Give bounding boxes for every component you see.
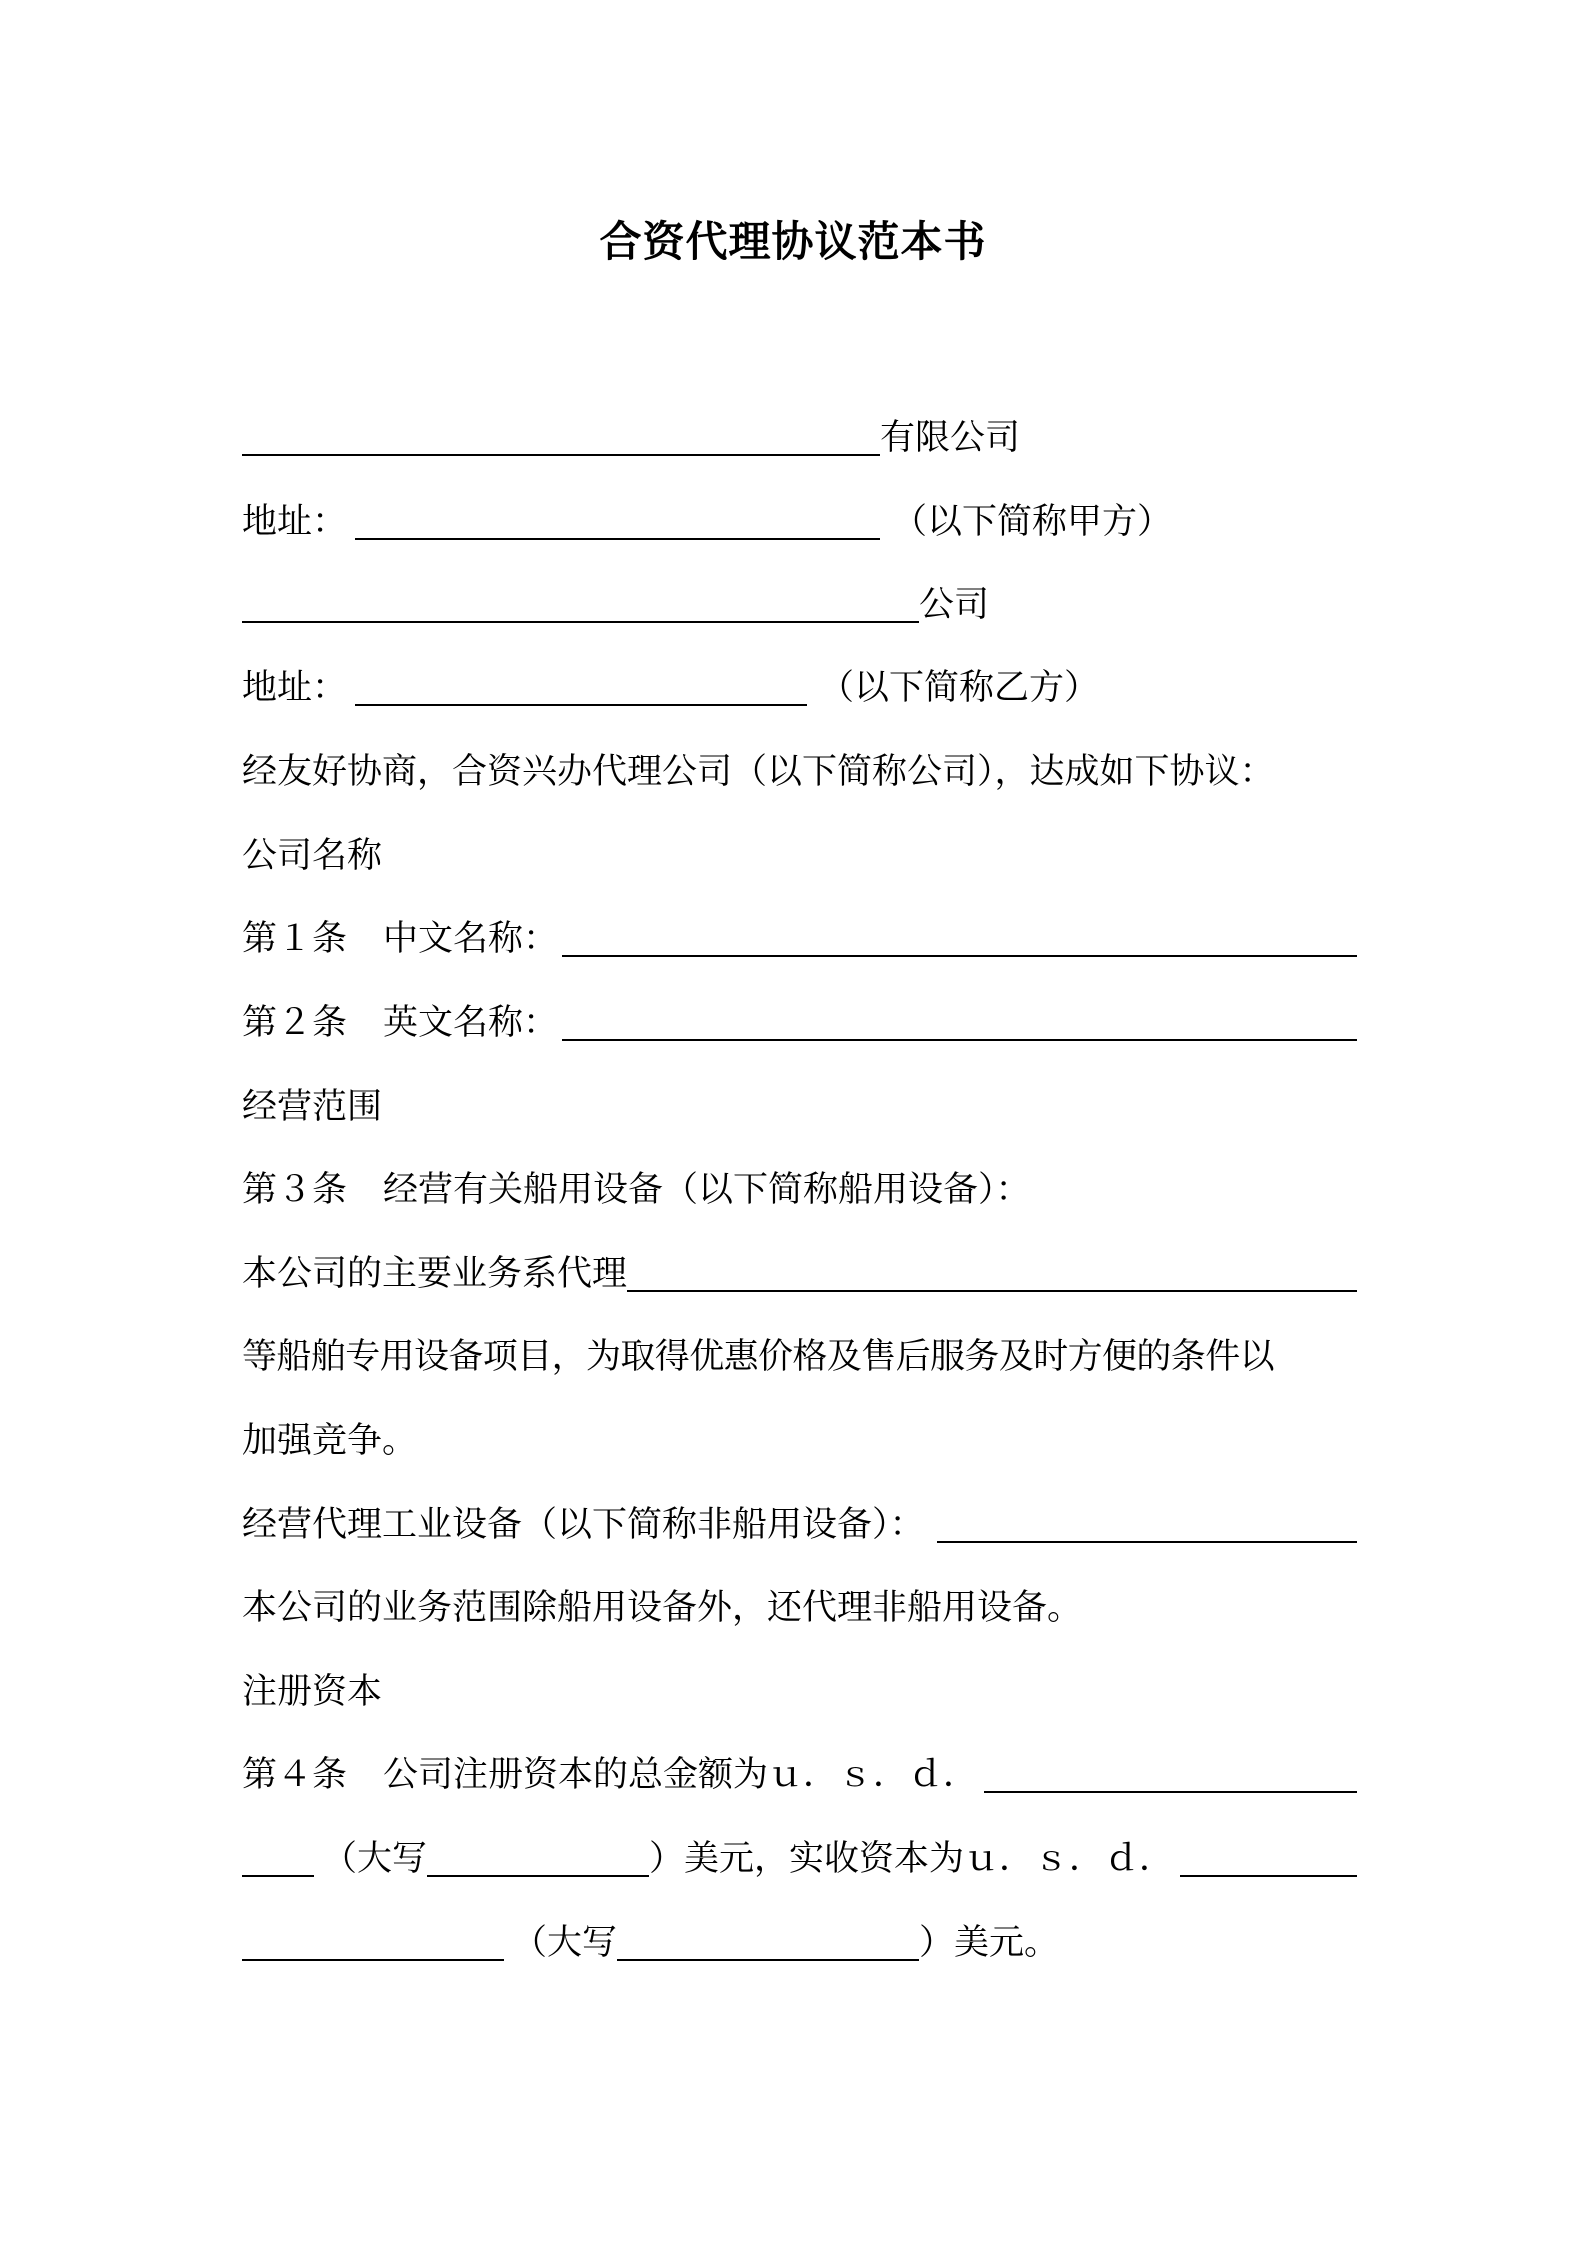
non-marine-scope-text: 本公司的业务范围除船用设备外，还代理非船用设备。 xyxy=(242,1588,1083,1628)
article-1 xyxy=(242,909,1357,969)
scope-line-1 xyxy=(242,1244,1357,1304)
party-b-alias: （以下简称乙方） xyxy=(819,668,1100,708)
total-capital-blank-cont[interactable] xyxy=(242,1875,314,1877)
total-capital-blank[interactable] xyxy=(984,1791,1357,1793)
article-1-label: 第１条 xyxy=(242,919,348,959)
party-b-name-line xyxy=(242,575,1357,635)
article-4-line-3 xyxy=(242,1913,1357,1973)
section-company-name xyxy=(242,826,1357,886)
words-open-2: （大写 xyxy=(512,1923,618,1963)
preamble xyxy=(242,742,1357,802)
paid-capital-blank[interactable] xyxy=(1180,1875,1357,1877)
section-capital xyxy=(242,1662,1357,1722)
article-2 xyxy=(242,993,1357,1053)
total-capital-words-blank[interactable] xyxy=(427,1875,649,1877)
party-b-address-blank[interactable] xyxy=(355,704,807,706)
party-a-address-blank[interactable] xyxy=(355,538,880,540)
article-3-label: 第３条 xyxy=(242,1170,348,1210)
party-a-address-line xyxy=(242,492,1357,552)
scope-line-1-text: 本公司的主要业务系代理 xyxy=(242,1254,628,1294)
scope-line-2 xyxy=(242,1327,1357,1387)
article-4-text: 公司注册资本的总金额为ｕ．ｓ．ｄ． xyxy=(383,1755,979,1795)
party-b-address-line xyxy=(242,658,1357,718)
party-a-name-blank[interactable] xyxy=(242,454,880,456)
non-marine-scope xyxy=(242,1578,1357,1638)
party-a-address-label: 地址： xyxy=(242,502,348,542)
section-company-name-text: 公司名称 xyxy=(242,836,383,876)
non-marine-blank[interactable] xyxy=(937,1541,1357,1543)
article-2-text: 英文名称： xyxy=(383,1003,559,1043)
article-1-text: 中文名称： xyxy=(383,919,559,959)
scope-line-3-text: 加强竞争。 xyxy=(242,1421,418,1461)
section-business-scope xyxy=(242,1077,1357,1137)
preamble-text: 经友好协商，合资兴办代理公司（以下简称公司），达成如下协议： xyxy=(242,752,1275,792)
non-marine-line xyxy=(242,1495,1357,1555)
english-name-blank[interactable] xyxy=(562,1039,1357,1041)
article-3 xyxy=(242,1160,1357,1220)
article-4-label: 第４条 xyxy=(242,1755,348,1795)
party-a-name-line xyxy=(242,408,1357,468)
words-close-1: ）美元，实收资本为ｕ．ｓ．ｄ． xyxy=(649,1839,1175,1879)
scope-line-2-text: 等船舶专用设备项目，为取得优惠价格及售后服务及时方便的条件以 xyxy=(242,1337,1275,1377)
party-b-name-suffix: 公司 xyxy=(919,585,990,625)
marine-equipment-blank[interactable] xyxy=(627,1290,1357,1292)
article-4-line-2 xyxy=(242,1829,1357,1889)
party-a-name-suffix: 有限公司 xyxy=(880,418,1021,458)
words-open-1: （大写 xyxy=(322,1839,428,1879)
party-b-name-blank[interactable] xyxy=(242,621,919,623)
chinese-name-blank[interactable] xyxy=(562,955,1357,957)
paid-capital-blank-cont[interactable] xyxy=(242,1959,504,1961)
words-close-2: ）美元。 xyxy=(919,1923,1060,1963)
section-capital-text: 注册资本 xyxy=(242,1672,383,1712)
section-business-scope-text: 经营范围 xyxy=(242,1087,383,1127)
party-a-alias: （以下简称甲方） xyxy=(892,502,1173,542)
non-marine-line-text: 经营代理工业设备（以下简称非船用设备）： xyxy=(242,1505,925,1545)
article-4 xyxy=(242,1745,1357,1805)
document-title: 合资代理协议范本书 xyxy=(599,217,987,266)
scope-line-3 xyxy=(242,1411,1357,1471)
article-2-label: 第２条 xyxy=(242,1003,348,1043)
party-b-address-label: 地址： xyxy=(242,668,348,708)
article-3-text: 经营有关船用设备（以下简称船用设备）： xyxy=(383,1170,1031,1210)
paid-capital-words-blank[interactable] xyxy=(617,1959,919,1961)
